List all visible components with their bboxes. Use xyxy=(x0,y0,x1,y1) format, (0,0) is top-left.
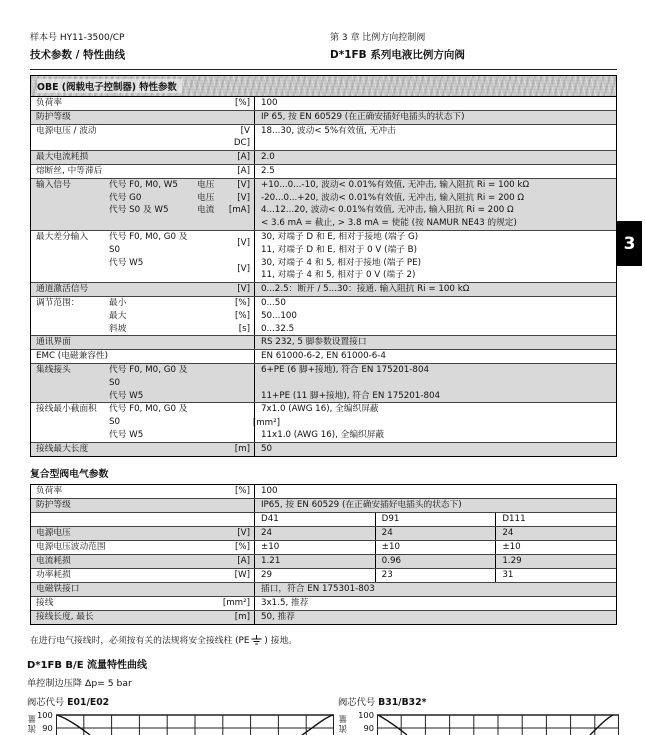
value-cell xyxy=(254,390,616,403)
chart-canvas xyxy=(56,713,334,735)
signal-type-label xyxy=(197,390,227,403)
row-left-cell xyxy=(31,111,254,124)
code-variant-label xyxy=(109,97,197,110)
code-variant-label: 代号 G0 xyxy=(109,192,142,203)
code-variant-label: 代号 W5 xyxy=(109,429,144,440)
value-line: 50...100 xyxy=(261,310,297,321)
code-variant-label: 代号 W5 xyxy=(109,257,144,268)
unit-label xyxy=(227,179,254,192)
value-line: RS 232, 5 脚参数设置接口 xyxy=(261,337,367,348)
code-variant-label: 最小 xyxy=(109,297,127,308)
code-variant-label: 代号 F0, M0, G0 及 S0 xyxy=(109,231,188,255)
curve-下降曲线 xyxy=(378,715,407,735)
param-label: 负荷率 xyxy=(36,485,63,496)
code-variant-label xyxy=(109,443,197,456)
pressure-drop-subtitle: 单控制边压降 Δp= 5 bar xyxy=(27,677,132,689)
unit-text: [V] xyxy=(237,238,250,249)
row-left-cell xyxy=(31,350,254,363)
spool-code: E01/E02 xyxy=(67,696,110,708)
unit-label: [A] xyxy=(237,555,250,566)
earth-ground-icon xyxy=(251,635,262,645)
signal-type-label xyxy=(197,125,227,151)
table-line xyxy=(31,310,616,323)
signal-type-label xyxy=(197,283,227,296)
y-tick-label: 100 xyxy=(37,709,53,720)
value-line: 11, 对端子 D 和 E, 相对于 0 V (端子 B) xyxy=(261,244,418,255)
code-variant-label: 代号 F0, M0, W5 xyxy=(109,179,178,190)
unit-label xyxy=(227,364,254,390)
table-line xyxy=(31,192,616,205)
row-left-cell xyxy=(31,403,254,429)
table1-title: OBE (阀载电子控制器) 特性参数 xyxy=(37,79,182,93)
value-line: 6+PE (6 脚+接地), 符合 EN 175201-804 xyxy=(261,364,429,375)
param-label: 防护等级 xyxy=(36,111,71,122)
table-row xyxy=(31,282,616,296)
table-row xyxy=(31,124,616,151)
table-row xyxy=(31,230,616,282)
signal-type-label xyxy=(197,111,227,124)
y-axis-ticks xyxy=(37,709,56,735)
param-label xyxy=(31,513,204,526)
value-cell xyxy=(254,336,616,349)
value-cell xyxy=(254,192,616,205)
unit-label xyxy=(227,283,254,296)
row-left-cell xyxy=(31,231,254,257)
row-left-cell xyxy=(31,297,254,310)
table-row xyxy=(31,150,616,164)
param-label xyxy=(31,323,109,336)
grounding-note xyxy=(30,633,645,646)
unit-text: [%] xyxy=(234,310,250,321)
flow-charts xyxy=(27,694,645,735)
value-cell: 100 xyxy=(254,485,616,498)
unit-label xyxy=(227,151,254,164)
table-row xyxy=(31,568,616,582)
code-variant-label xyxy=(109,350,197,363)
table-row xyxy=(31,582,616,596)
unit-label xyxy=(227,97,254,110)
signal-type-label xyxy=(197,231,227,257)
code-variant-label: 代号 F0, M0, G0 及 S0 xyxy=(109,364,188,388)
table-row xyxy=(31,526,616,540)
param-label: 接线 xyxy=(36,597,54,608)
value-cell: 31 xyxy=(495,569,616,582)
signal-type-label xyxy=(197,336,227,349)
unit-label xyxy=(227,310,254,323)
table-row xyxy=(31,498,616,512)
param-label: 通讯界面 xyxy=(36,337,71,348)
table-line xyxy=(31,443,616,456)
unit-label: [V] xyxy=(237,527,250,538)
table1-header xyxy=(31,76,616,97)
value-cell: D41 xyxy=(254,513,375,526)
table-line xyxy=(31,364,616,390)
value-cell xyxy=(254,443,616,456)
table-row xyxy=(31,178,616,230)
code-variant-label xyxy=(109,336,197,349)
curve-下降曲线 xyxy=(57,715,90,735)
param-label: 接线长度, 最长 xyxy=(36,611,94,622)
value-line: EN 61000-6-2, EN 61000-6-4 xyxy=(261,351,386,362)
obe-parameters-table xyxy=(30,75,617,457)
table-line xyxy=(31,429,616,442)
value-cell: 1.21 xyxy=(254,555,375,568)
value-cell xyxy=(254,165,616,178)
note-suffix: ) 接地。 xyxy=(264,635,298,646)
unit-text: [V] xyxy=(237,263,250,274)
signal-type-label xyxy=(197,310,227,323)
value-cell: 50, 推荐 xyxy=(254,611,616,624)
param-label: 熔断丝, 中等滞后 xyxy=(36,165,103,176)
value-line: 30, 对端子 D 和 E, 相对于接地 (端子 G) xyxy=(261,231,419,242)
note-prefix: 在进行电气接线时，必须按有关的法规将安全接线柱 (PE xyxy=(30,635,250,646)
unit-text: [A] xyxy=(237,165,250,176)
value-line: 4...12...20, 波动< 0.01%有效值, 无冲击, 输入阻抗 Ri = 200 Ω xyxy=(261,205,514,216)
row-left-cell xyxy=(31,310,254,323)
unit-label xyxy=(227,350,254,363)
table-row xyxy=(31,512,616,526)
unit-label xyxy=(227,297,254,310)
unit-label xyxy=(227,403,254,429)
unit-label xyxy=(227,443,254,456)
unit-label xyxy=(227,429,254,442)
table1-body xyxy=(31,97,616,456)
header-left xyxy=(30,30,330,62)
table-row xyxy=(31,554,616,568)
chart-title-prefix: 阀芯代号 xyxy=(27,696,68,708)
unit-label xyxy=(227,192,254,205)
value-line: 7x1.0 (AWG 16), 全编织屏蔽 xyxy=(261,404,379,415)
param-label: 接线最大长度 xyxy=(36,443,89,454)
code-variant-label xyxy=(109,165,197,178)
value-cell: 3x1.5, 推荐 xyxy=(254,597,616,610)
table-line xyxy=(31,125,616,151)
chart-grid xyxy=(56,713,334,735)
table-row xyxy=(31,335,616,349)
signal-type-label xyxy=(197,165,227,178)
unit-text: [mm²] xyxy=(252,417,280,428)
signal-type-label xyxy=(197,257,227,283)
chart-body xyxy=(27,709,330,735)
param-label: 负荷率 xyxy=(36,98,63,108)
row-left-cell xyxy=(31,390,254,403)
unit-text: [V] xyxy=(237,179,250,190)
table-line xyxy=(31,204,616,230)
param-label: 最大差分输入 xyxy=(36,231,89,242)
header-divider xyxy=(30,69,617,70)
param-label xyxy=(31,390,109,403)
chapter-title: 第 3 章 比例方向控制阀 xyxy=(330,33,426,43)
param-label xyxy=(31,257,109,283)
row-left-cell xyxy=(31,429,254,442)
signal-type-label xyxy=(197,350,227,363)
value-line: 11+PE (11 脚+接地), 符合 EN 175201-804 xyxy=(261,390,441,401)
value-line: 11x1.0 (AWG 16), 全编织屏蔽 xyxy=(261,429,385,440)
row-left-cell xyxy=(31,125,254,151)
value-line: +10...0...-10, 波动< 0.01%有效值, 无冲击, 输入阻抗 Ri = 100 kΩ xyxy=(261,179,530,190)
row-left-cell xyxy=(31,283,254,296)
y-tick-label: 90 xyxy=(363,722,374,733)
table-line xyxy=(31,403,616,429)
spool-code: B31/B32* xyxy=(378,696,427,708)
unit-text: [s] xyxy=(238,323,250,334)
value-cell xyxy=(254,179,616,192)
series-title: D*1FB 系列电液比例方向阀 xyxy=(330,49,465,61)
table-line xyxy=(31,297,616,310)
value-cell xyxy=(254,111,616,124)
chart-grid xyxy=(377,713,619,735)
sample-number: 样本号 HY11-3500/CP xyxy=(30,33,125,43)
flow-chart xyxy=(27,694,330,735)
row-left-cell xyxy=(31,204,254,230)
unit-label xyxy=(227,257,254,283)
signal-type-label: 电压 xyxy=(197,179,215,190)
row-left-cell xyxy=(31,257,254,283)
table-line xyxy=(31,283,616,296)
unit-label: [m] xyxy=(234,611,250,622)
table-line xyxy=(31,179,616,192)
param-label: EMC (电磁兼容性) xyxy=(36,351,109,362)
unit-label xyxy=(227,111,254,124)
param-label xyxy=(31,204,109,230)
row-left-cell xyxy=(31,179,254,192)
value-cell xyxy=(254,283,616,296)
value-cell xyxy=(254,151,616,164)
unit-label: [%] xyxy=(234,485,250,496)
code-variant-label: 代号 F0, M0, G0 及 S0 xyxy=(109,404,188,428)
value-cell: 24 xyxy=(254,527,375,540)
table-row xyxy=(31,485,616,498)
param-label: 接线最小截面积 xyxy=(36,404,97,415)
row-left-cell xyxy=(31,151,254,164)
row-left-cell xyxy=(31,336,254,349)
param-label: 电源电压 / 波动 xyxy=(36,125,97,136)
page-header xyxy=(0,0,645,62)
value-line: -20...0...+20, 波动< 0.01%有效值, 无冲击, 输入阻抗 Ri = 200 Ω xyxy=(261,192,525,203)
unit-label xyxy=(227,204,254,230)
unit-text: [V] xyxy=(237,284,250,295)
param-label xyxy=(31,192,109,205)
signal-type-label: 电流 xyxy=(197,205,215,216)
value-line: 100 xyxy=(261,98,278,108)
signal-type-label xyxy=(197,443,227,456)
table-row xyxy=(31,97,616,110)
flow-curves-title: D*1FB B/E 流量特性曲线 xyxy=(27,659,148,671)
y-axis-label: 流量 xyxy=(27,713,37,733)
param-label: 电源电压波动范围 xyxy=(36,541,106,552)
param-label: 电流耗损 xyxy=(36,555,71,566)
value-cell xyxy=(254,364,616,390)
chart-canvas xyxy=(377,713,619,735)
table2-body xyxy=(31,485,616,624)
unit-label xyxy=(204,513,254,526)
param-label: 防护等级 xyxy=(36,499,71,510)
value-cell xyxy=(254,429,616,442)
row-left-cell xyxy=(31,97,254,110)
unit-text: [%] xyxy=(234,297,250,308)
table-line xyxy=(31,336,616,349)
param-label: 通道激活信号 xyxy=(36,284,89,295)
table-line xyxy=(31,257,616,283)
code-variant-label xyxy=(109,111,197,124)
table-row xyxy=(31,540,616,554)
unit-label xyxy=(204,499,254,512)
unit-label xyxy=(227,165,254,178)
signal-type-label xyxy=(197,403,227,429)
row-left-cell xyxy=(31,364,254,390)
chapter-tab: 3 xyxy=(617,221,642,266)
unit-label xyxy=(227,390,254,403)
y-tick-label: 90 xyxy=(42,722,53,733)
value-line: 0...50 xyxy=(261,297,286,308)
value-cell xyxy=(254,310,616,323)
table-row xyxy=(31,349,616,363)
unit-text: [V] xyxy=(237,192,250,203)
chart-title-prefix: 阀芯代号 xyxy=(338,696,379,708)
row-left-cell xyxy=(31,323,254,336)
value-line: 18...30, 波动< 5%有效值, 无冲击 xyxy=(261,125,396,136)
param-label xyxy=(31,429,109,442)
flow-chart xyxy=(330,694,619,735)
table-row xyxy=(31,164,616,178)
param-label: 电磁铁接口 xyxy=(36,583,80,594)
row-left-cell xyxy=(31,165,254,178)
code-variant-label: 最大 xyxy=(109,310,127,321)
table-line xyxy=(31,165,616,178)
signal-type-label: 电压 xyxy=(197,192,215,203)
chart-title xyxy=(338,694,619,708)
param-label: 功率耗损 xyxy=(36,569,71,580)
y-tick-label: 100 xyxy=(358,709,374,720)
y-axis-ticks xyxy=(348,709,377,735)
value-cell: ±10 xyxy=(495,541,616,554)
value-cell: 24 xyxy=(375,527,496,540)
page-title: 技术参数 / 特性曲线 xyxy=(30,49,126,61)
value-line: 0...32.5 xyxy=(261,323,295,334)
curve-上升曲线 xyxy=(590,715,613,735)
unit-label xyxy=(204,583,254,596)
value-cell xyxy=(254,231,616,257)
param-label: 电源电压 xyxy=(36,527,71,538)
unit-label: [W] xyxy=(234,569,250,580)
table-line xyxy=(31,350,616,363)
value-cell xyxy=(254,403,616,429)
value-line: 50 xyxy=(261,443,273,454)
value-cell: D111 xyxy=(495,513,616,526)
param-label: 最大电流耗损 xyxy=(36,152,89,163)
table-line xyxy=(31,323,616,336)
table-row xyxy=(31,596,616,610)
code-variant-label xyxy=(109,283,197,296)
unit-label: [mm²] xyxy=(222,597,250,608)
value-cell: 23 xyxy=(375,569,496,582)
value-line: 0...2.5：断开 / 5...30：接通. 输入阻抗 Ri = 100 kΩ xyxy=(261,284,470,295)
signal-type-label xyxy=(197,297,227,310)
value-cell xyxy=(254,257,616,283)
unit-text: [A] xyxy=(237,152,250,163)
value-line: IP 65, 按 EN 60529 (在正确安插好电插头的状态下) xyxy=(261,111,465,122)
value-cell: 29 xyxy=(254,569,375,582)
unit-text: [mA] xyxy=(228,205,250,216)
table-row xyxy=(31,442,616,456)
unit-text: [V DC] xyxy=(233,125,250,149)
table2-heading: 复合型阀电气参数 xyxy=(30,468,109,480)
unit-label xyxy=(227,125,254,151)
table-row xyxy=(31,363,616,402)
value-cell xyxy=(254,97,616,110)
value-line: 2.5 xyxy=(261,165,275,176)
y-axis-label: 流量 xyxy=(338,713,348,733)
signal-type-label xyxy=(197,323,227,336)
value-cell xyxy=(254,297,616,310)
value-cell: 插口，符合 EN 175301-803 xyxy=(254,583,616,596)
code-variant-label: 斜坡 xyxy=(109,323,127,334)
table-line xyxy=(31,151,616,164)
code-variant-label xyxy=(109,125,197,151)
code-variant-label xyxy=(109,151,197,164)
table-line xyxy=(31,390,616,403)
param-label xyxy=(31,310,109,323)
chart-body xyxy=(338,709,619,735)
value-cell: IP65, 按 EN 60529 (在正确安插好电插头的状态下) xyxy=(254,499,616,512)
table-line xyxy=(31,97,616,110)
value-cell xyxy=(254,350,616,363)
table-row xyxy=(31,296,616,335)
value-cell: 24 xyxy=(495,527,616,540)
chart-title xyxy=(27,694,330,708)
composite-valve-table xyxy=(30,484,617,625)
value-line: 11, 对端子 4 和 5, 相对于 0 V (端子 2) xyxy=(261,270,416,281)
table-row xyxy=(31,402,616,441)
code-variant-label: 代号 S0 及 W5 xyxy=(109,205,169,216)
param-label: 输入信号 xyxy=(36,179,71,190)
value-cell: ±10 xyxy=(375,541,496,554)
value-cell xyxy=(254,125,616,151)
unit-label: [%] xyxy=(234,541,250,552)
unit-label xyxy=(227,336,254,349)
table-row xyxy=(31,610,616,624)
code-variant-label: 代号 W5 xyxy=(109,390,144,401)
table-line xyxy=(31,111,616,124)
unit-text: [m] xyxy=(234,443,250,454)
signal-type-label xyxy=(197,97,227,110)
unit-label xyxy=(227,323,254,336)
value-cell: 0.96 xyxy=(375,555,496,568)
value-cell xyxy=(254,204,616,230)
row-left-cell xyxy=(31,443,254,456)
value-line: < 3.6 mA = 截止, > 3.8 mA = 使能 (按 NAMUR NE43 的规定) xyxy=(261,218,517,229)
param-label: 调节范围： xyxy=(36,297,80,308)
value-line: 2.0 xyxy=(261,152,275,163)
value-cell: 1.29 xyxy=(495,555,616,568)
unit-label xyxy=(227,231,254,257)
signal-type-label xyxy=(197,364,227,390)
signal-type-label xyxy=(197,151,227,164)
value-cell xyxy=(254,323,616,336)
table-row xyxy=(31,110,616,124)
table-line xyxy=(31,231,616,257)
value-cell: ±10 xyxy=(254,541,375,554)
param-label: 集线接头 xyxy=(36,364,71,375)
row-left-cell xyxy=(31,192,254,205)
value-line: 30, 对端子 4 和 5, 相对于接地 (端子 PE) xyxy=(261,257,422,268)
unit-text: [%] xyxy=(234,98,250,108)
value-cell: D91 xyxy=(375,513,496,526)
signal-type-label xyxy=(197,429,227,442)
header-right xyxy=(330,30,617,62)
